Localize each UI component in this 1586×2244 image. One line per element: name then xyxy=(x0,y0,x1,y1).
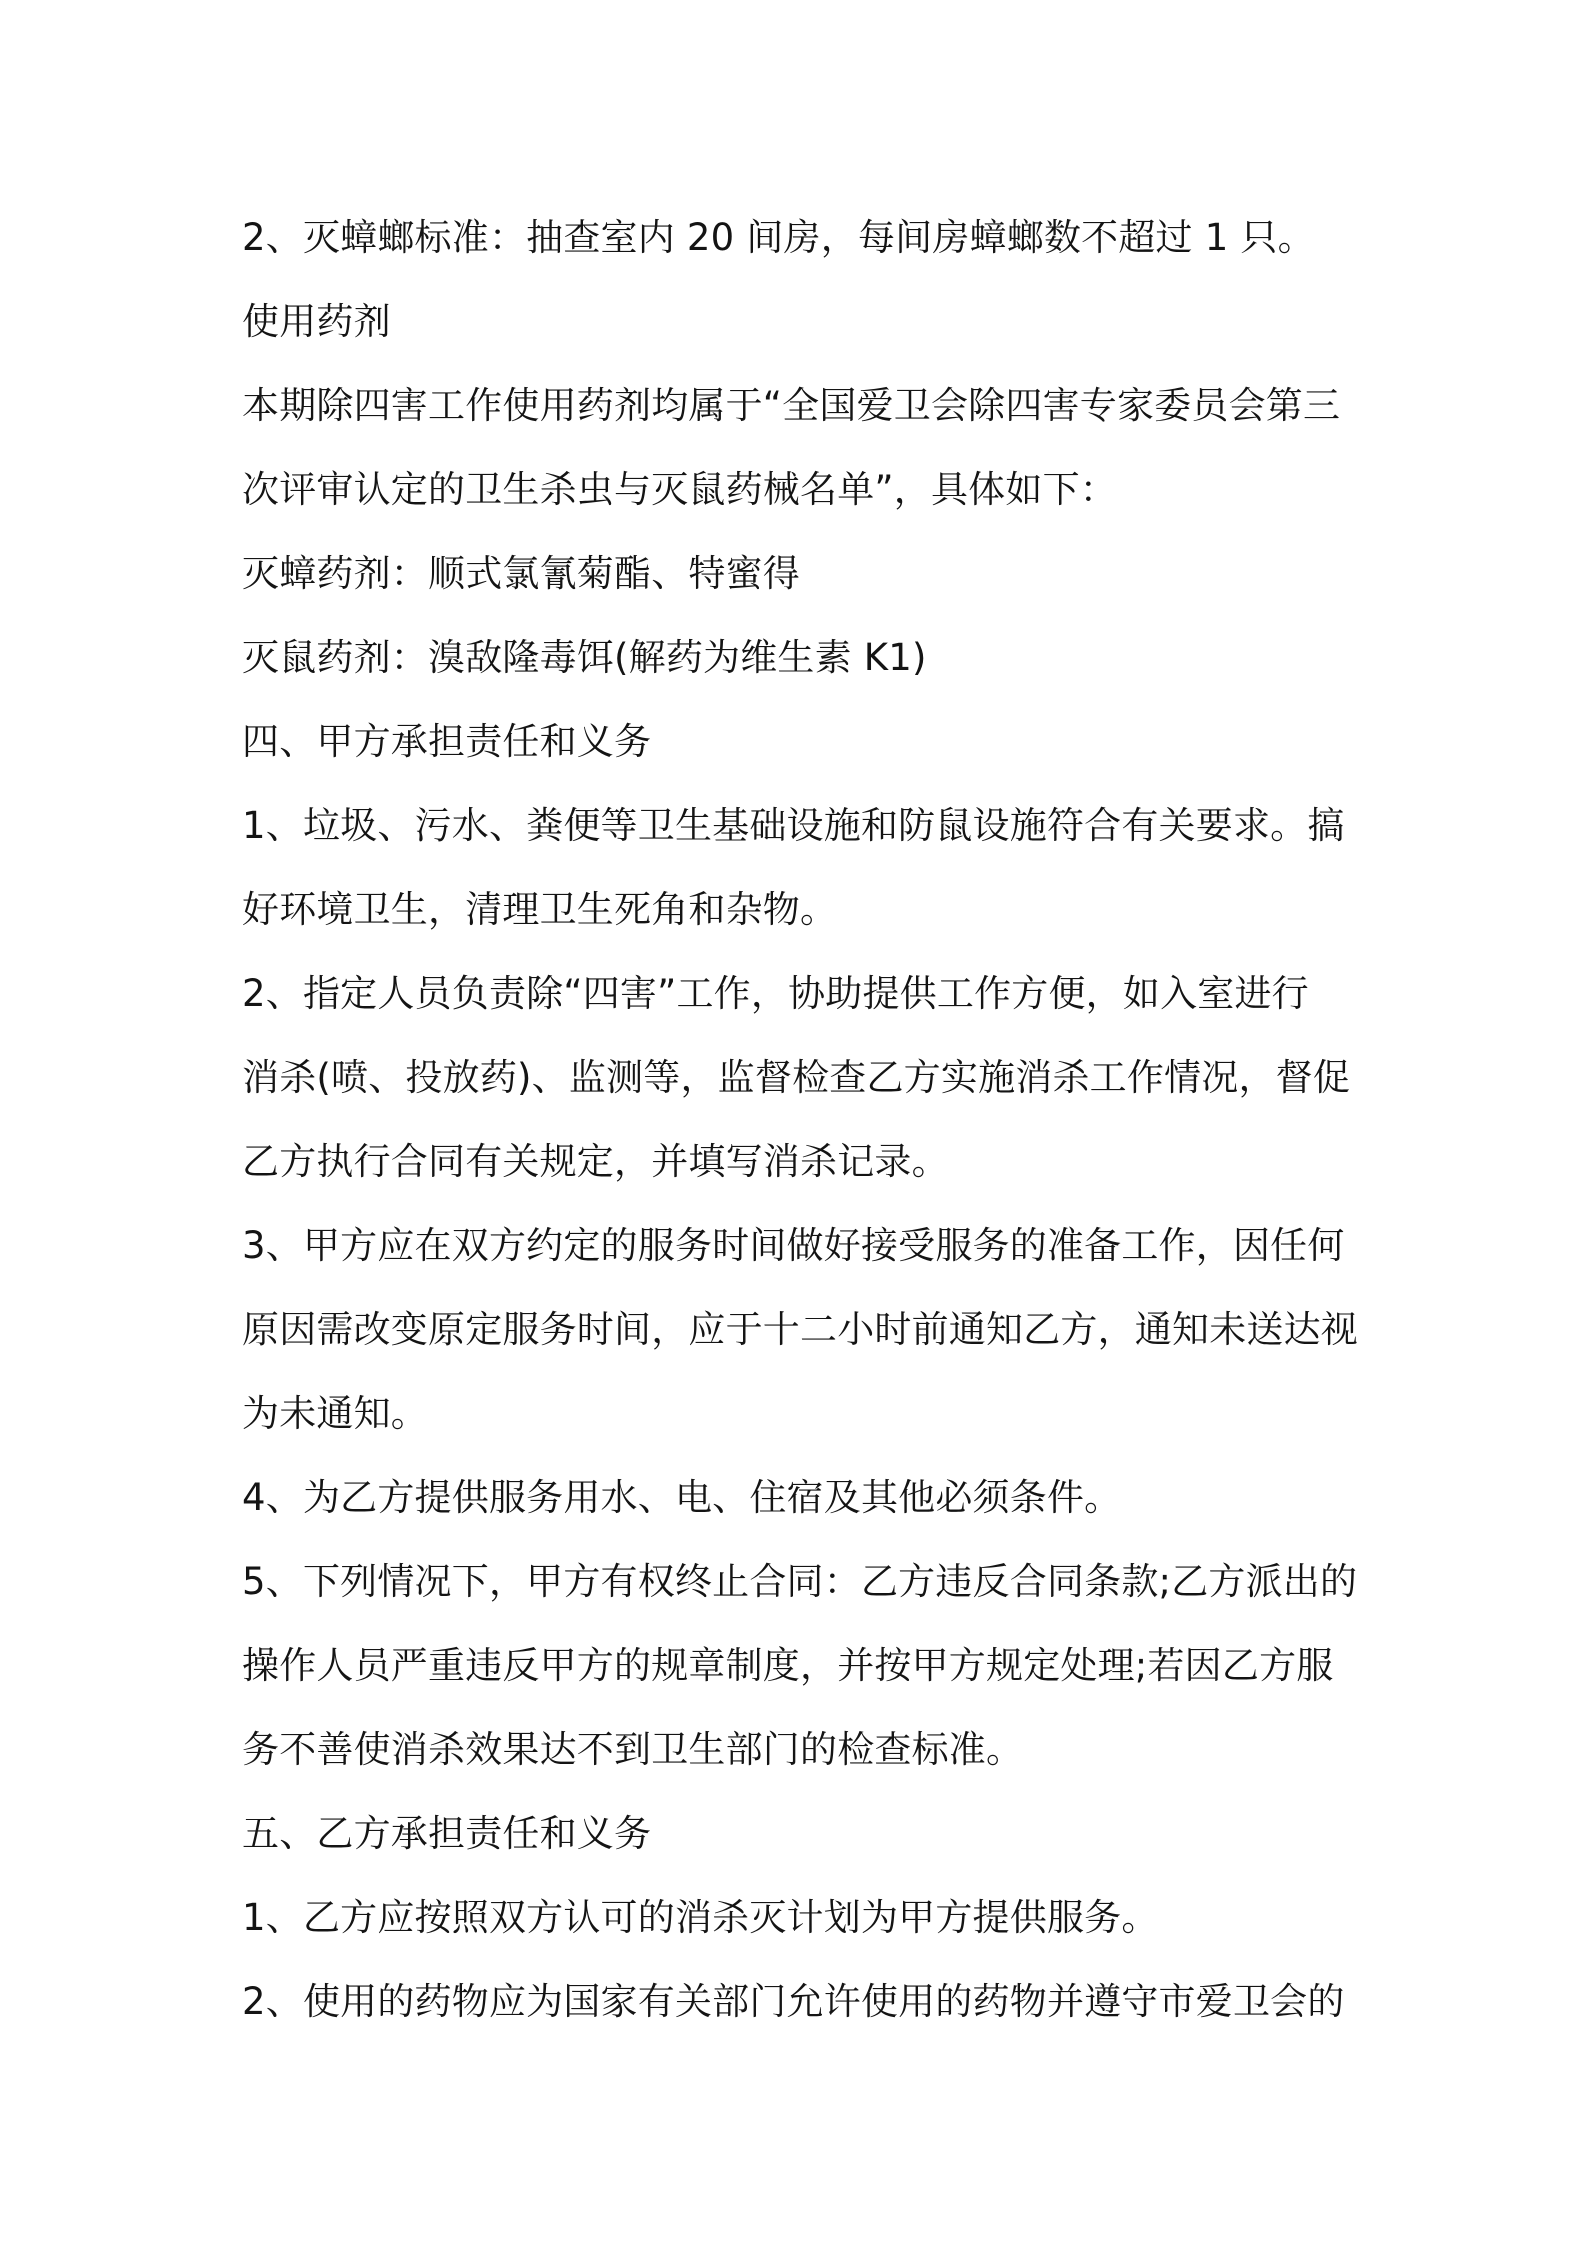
section-heading-party-a: 四、甲方承担责任和义务 xyxy=(242,720,652,763)
text-line-party-a-item3-3: 为未通知。 xyxy=(242,1392,428,1435)
text-line-party-b-item2-1: 2、使用的药物应为国家有关部门允许使用的药物并遵守市爱卫会的 xyxy=(242,1980,1345,2023)
section-heading-party-b: 五、乙方承担责任和义务 xyxy=(242,1812,652,1855)
text-line-party-a-item5-1: 5、下列情况下，甲方有权终止合同：乙方违反合同条款;乙方派出的 xyxy=(242,1560,1358,1603)
text-line-cockroach-chemical: 灭蟑药剂：顺式氯氰菊酯、特蜜得 xyxy=(242,552,800,595)
text-line-party-a-item5-3: 务不善使消杀效果达不到卫生部门的检查标准。 xyxy=(242,1728,1024,1771)
text-line-chemicals-heading: 使用药剂 xyxy=(242,300,391,343)
text-line-chemicals-intro-1: 本期除四害工作使用药剂均属于“全国爱卫会除四害专家委员会第三 xyxy=(242,384,1341,427)
text-line-party-a-item1-2: 好环境卫生，清理卫生死角和杂物。 xyxy=(242,888,838,931)
text-line-chemicals-intro-2: 次评审认定的卫生杀虫与灭鼠药械名单”，具体如下： xyxy=(242,468,1117,511)
text-line-party-a-item2-2: 消杀(喷、投放药)、监测等，监督检查乙方实施消杀工作情况，督促 xyxy=(242,1056,1351,1099)
text-line-rodent-chemical: 灭鼠药剂：溴敌隆毒饵(解药为维生素 K1) xyxy=(242,636,927,679)
text-line-party-a-item5-2: 操作人员严重违反甲方的规章制度，并按甲方规定处理;若因乙方服 xyxy=(242,1644,1334,1687)
text-line-party-a-item2-1: 2、指定人员负责除“四害”工作，协助提供工作方便，如入室进行 xyxy=(242,972,1309,1015)
text-line-party-a-item1-1: 1、垃圾、污水、粪便等卫生基础设施和防鼠设施符合有关要求。搞 xyxy=(242,804,1345,847)
text-line-party-a-item3-1: 3、甲方应在双方约定的服务时间做好接受服务的准备工作，因任何 xyxy=(242,1224,1345,1267)
text-line-party-a-item4: 4、为乙方提供服务用水、电、住宿及其他必须条件。 xyxy=(242,1476,1122,1519)
text-line-cockroach-standard: 2、灭蟑螂标准：抽查室内 20 间房，每间房蟑螂数不超过 1 只。 xyxy=(242,216,1315,259)
text-line-party-a-item3-2: 原因需改变原定服务时间，应于十二小时前通知乙方，通知未送达视 xyxy=(242,1308,1358,1351)
text-line-party-a-item2-3: 乙方执行合同有关规定，并填写消杀记录。 xyxy=(242,1140,949,1183)
document-body xyxy=(242,196,1362,2044)
text-line-party-b-item1: 1、乙方应按照双方认可的消杀灭计划为甲方提供服务。 xyxy=(242,1896,1159,1939)
